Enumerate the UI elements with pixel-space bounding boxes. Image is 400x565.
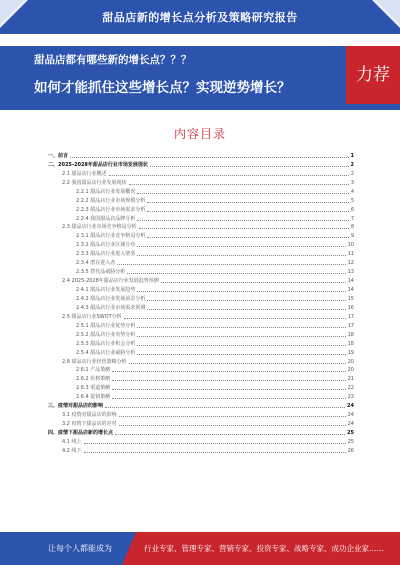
toc-entry[interactable] <box>48 177 354 186</box>
toc-entry-text: 3.2 疫情下甜品店的应对 <box>62 421 117 428</box>
toc-entry-page: 26 <box>347 447 354 454</box>
toc-leader-dots <box>137 354 345 355</box>
toc-entry-text: 2.6.3 渠道策略 <box>76 385 111 392</box>
toc-leader-dots <box>137 255 345 256</box>
toc-entry-text: 2.6.4 促销策略 <box>76 394 111 401</box>
toc-entry-text: 2.3.4 潜在进入者 <box>76 260 116 267</box>
toc-leader-dots <box>119 425 346 426</box>
toc-leader-dots <box>112 380 345 381</box>
toc-entry[interactable] <box>48 427 354 436</box>
toc-entry-text: 2.5.4 甜品店行业威胁分析 <box>76 349 136 356</box>
toc-leader-dots <box>147 202 348 203</box>
toc-entry-text: 4.2 线下 <box>62 447 82 454</box>
toc-entry-page: 21 <box>347 376 354 383</box>
toc-entry-page: 18 <box>347 331 354 338</box>
toc-entry[interactable] <box>48 311 354 320</box>
toc-entry-text: 2.5 甜品店行业SWOT分析 <box>62 313 122 320</box>
toc-entry-page: 22 <box>347 385 354 392</box>
toc-leader-dots <box>137 345 345 346</box>
toc-entry-text: 2.2.4 我国甜品店品牌分析 <box>76 215 136 222</box>
toc-leader-dots <box>127 273 345 274</box>
toc-leader-dots <box>137 246 345 247</box>
toc-entry-text: 2.3.3 甜品店行业进入壁垒 <box>76 251 136 258</box>
toc-entry[interactable] <box>48 150 354 159</box>
toc-leader-dots <box>84 452 346 453</box>
toc-entry-text: 4.1 线上 <box>62 438 82 445</box>
toc-leader-dots <box>105 407 345 408</box>
toc-entry-text: 二、2025-2028年甜品店行业市场发展现状 <box>48 161 148 168</box>
toc-leader-dots <box>147 211 348 212</box>
toc-leader-dots <box>147 237 348 238</box>
toc-leader-dots <box>124 318 346 319</box>
toc-entry-page: 18 <box>347 340 354 347</box>
toc-entry[interactable] <box>48 204 354 213</box>
toc-entry-text: 2.5.1 甜品店行业优势分析 <box>76 322 136 329</box>
toc-entry[interactable] <box>48 329 354 338</box>
toc-leader-dots <box>147 300 345 301</box>
toc-entry-page: 24 <box>347 412 354 419</box>
toc-entry-text: 2.3 甜品店行业市场竞争格局分析 <box>62 224 137 231</box>
toc-entry-text: 2.5.2 甜品店行业劣势分析 <box>76 331 136 338</box>
toc-entry-text: 2.4.2 甜品店行业发展前景分析 <box>76 295 146 302</box>
toc-entry-page: 20 <box>347 358 354 365</box>
toc-entry[interactable] <box>48 338 354 347</box>
footer-bar <box>0 532 400 565</box>
toc-entry-text: 2.2.1 甜品店行业发展概况 <box>76 188 136 195</box>
toc-entry[interactable] <box>48 239 354 248</box>
toc-entry[interactable] <box>48 382 354 391</box>
toc-leader-dots <box>150 166 349 167</box>
toc-entry-page: 24 <box>347 403 354 410</box>
toc-entry-page: 20 <box>347 367 354 374</box>
toc-leader-dots <box>70 157 349 158</box>
toc-entry-text: 2.6.2 价格策略 <box>76 376 111 383</box>
toc-entry[interactable] <box>48 222 354 231</box>
toc-entry-text: 2.3.1 甜品店行业竞争格局分析 <box>76 233 146 240</box>
toc-entry-page: 15 <box>347 295 354 302</box>
toc-entry[interactable] <box>48 302 354 311</box>
toc-entry-text: 2.4.3 甜品店行业市场需求预测 <box>76 304 146 311</box>
toc-entry-text: 2.6 甜品店行业经营策略分析 <box>62 358 127 365</box>
toc-entry-text: 2.3.5 替代品威胁分析 <box>76 269 126 276</box>
toc-entry[interactable] <box>48 445 354 454</box>
toc-entry-page: 13 <box>347 269 354 276</box>
toc-entry-page: 24 <box>347 421 354 428</box>
toc-entry-page: 12 <box>347 260 354 267</box>
toc-entry[interactable] <box>48 248 354 257</box>
toc-entry-page: 16 <box>347 304 354 311</box>
toc-leader-dots <box>161 282 346 283</box>
table-of-contents <box>48 150 354 454</box>
toc-entry-text: 2.6.1 产品策略 <box>76 367 111 374</box>
toc-leader-dots <box>112 389 345 390</box>
footer-slant <box>122 532 136 565</box>
toc-entry[interactable] <box>48 266 354 275</box>
footer-left-text: 让每个人都能成为 <box>48 544 112 553</box>
toc-entry-page: 9 <box>350 233 354 240</box>
toc-entry-text: 2.2.3 甜品店行业市场需求分析 <box>76 206 146 213</box>
toc-entry[interactable] <box>48 391 354 400</box>
banner-question-1: 甜品店都有哪些新的增长点？？？ <box>34 54 192 66</box>
question-banner <box>0 46 400 110</box>
toc-entry-page: 5 <box>350 197 354 204</box>
toc-entry-page: 14 <box>347 278 354 285</box>
toc-entry-page: 14 <box>347 287 354 293</box>
toc-entry-text: 3.1 疫情对甜品店的影响 <box>62 412 117 419</box>
toc-entry-text: 2.2.2 甜品店行业市场规模分析 <box>76 197 146 204</box>
banner-question-2: 如何才能抓住这些增长点？实现逆势增长？ <box>34 80 291 96</box>
toc-leader-dots <box>119 416 346 417</box>
toc-leader-dots <box>117 264 345 265</box>
toc-entry[interactable] <box>48 168 354 177</box>
toc-leader-dots <box>137 336 345 337</box>
toc-entry-text: 2.5.3 甜品店行业机会分析 <box>76 340 136 347</box>
toc-entry-page: 23 <box>347 394 354 401</box>
toc-leader-dots <box>147 309 345 310</box>
toc-entry-page: 19 <box>347 349 354 356</box>
toc-entry-page: 25 <box>347 430 354 436</box>
toc-entry[interactable] <box>48 418 354 427</box>
toc-entry-page: 2 <box>350 161 354 168</box>
toc-entry[interactable] <box>48 275 354 284</box>
toc-entry[interactable] <box>48 409 354 418</box>
toc-entry[interactable] <box>48 159 354 168</box>
toc-entry[interactable] <box>48 257 354 266</box>
toc-entry-page: 17 <box>347 313 354 320</box>
toc-entry-page: 8 <box>350 224 354 231</box>
header-bar <box>0 0 400 34</box>
toc-leader-dots <box>115 434 345 435</box>
toc-entry-text: 2.4.1 甜品店行业发展趋势 <box>76 287 136 293</box>
toc-leader-dots <box>137 327 345 328</box>
toc-leader-dots <box>112 371 345 372</box>
toc-entry-page: 2 <box>350 170 354 177</box>
toc-entry[interactable] <box>48 195 354 204</box>
toc-entry-page: 17 <box>347 322 354 329</box>
toc-entry[interactable] <box>48 356 354 365</box>
toc-entry[interactable] <box>48 230 354 239</box>
toc-entry[interactable] <box>48 213 354 222</box>
toc-entry-page: 6 <box>350 206 354 213</box>
toc-entry-text: 四、疫情下甜品店新的增长点 <box>48 430 114 436</box>
toc-entry[interactable] <box>48 186 354 195</box>
toc-entry-page: 7 <box>350 215 354 222</box>
toc-leader-dots <box>137 291 345 292</box>
toc-entry[interactable] <box>48 284 354 293</box>
toc-entry-text: 三、疫情对甜品店的影响 <box>48 403 104 410</box>
toc-entry[interactable] <box>48 320 354 329</box>
toc-entry-text: 2.3.2 甜品店行业区域分布 <box>76 242 136 249</box>
toc-leader-dots <box>137 220 348 221</box>
toc-entry[interactable] <box>48 293 354 302</box>
footer-right-text: 行业专家、管理专家、营销专家、投资专家、战略专家、成功企业家…… <box>144 544 384 553</box>
toc-entry-text: 2.4 2025-2028年甜品店行业发展趋势预测 <box>62 278 159 285</box>
toc-entry[interactable] <box>48 400 354 409</box>
toc-entry-page: 25 <box>347 438 354 445</box>
toc-entry-text: 2.2 我国甜品店行业发展现状 <box>62 179 127 186</box>
toc-title: 内容目录 <box>173 127 226 141</box>
toc-leader-dots <box>109 175 349 176</box>
toc-entry[interactable] <box>48 347 354 356</box>
brand-badge <box>346 46 400 104</box>
toc-leader-dots <box>129 363 346 364</box>
toc-leader-dots <box>139 228 349 229</box>
toc-entry-page: 10 <box>347 242 354 249</box>
toc-leader-dots <box>84 443 346 444</box>
report-title: 甜品店新的增长点分析及策略研究报告 <box>102 11 298 24</box>
toc-entry[interactable] <box>48 373 354 382</box>
brand-label: 力荐 <box>356 65 390 85</box>
toc-entry-page: 11 <box>347 251 354 258</box>
toc-entry[interactable] <box>48 365 354 374</box>
toc-leader-dots <box>137 193 348 194</box>
toc-entry-page: 1 <box>350 152 354 159</box>
toc-leader-dots <box>112 398 345 399</box>
toc-entry-page: 3 <box>350 179 354 186</box>
toc-entry[interactable] <box>48 436 354 445</box>
toc-entry-text: 2.1 甜品店行业概述 <box>62 170 107 177</box>
toc-entry-text: 一、前言 <box>48 152 69 159</box>
toc-entry-page: 4 <box>350 188 354 195</box>
toc-leader-dots <box>129 184 349 185</box>
